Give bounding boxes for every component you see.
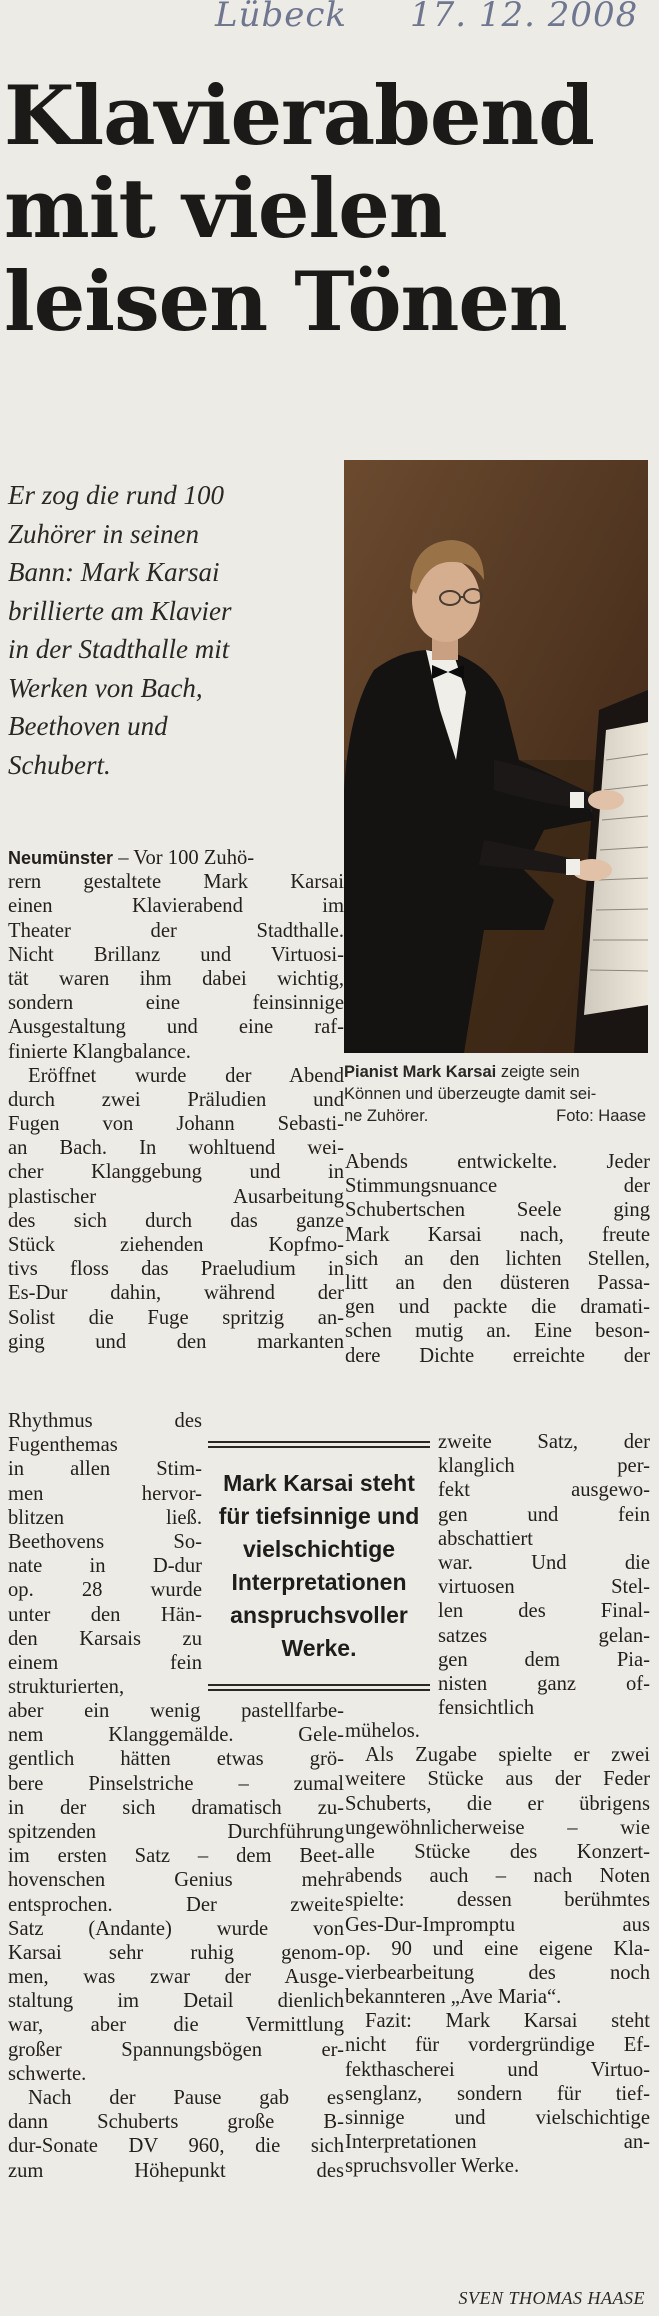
body-text-line: gen dem Pia- bbox=[438, 1648, 650, 1671]
body-text-line: gen und fein bbox=[438, 1503, 650, 1526]
body-text-line: Theater der Stadthalle. bbox=[8, 919, 344, 942]
body-text-line: war, aber die Vermittlung bbox=[8, 2014, 344, 2037]
body-text-line: spitzenden Durchführung bbox=[8, 1820, 344, 1843]
body-text-line: abends auch – nach Noten bbox=[345, 1865, 650, 1888]
pull-quote-rule bbox=[208, 1441, 430, 1443]
body-text-line: staltung im Detail dienlich bbox=[8, 1990, 344, 2013]
body-text-line: rern gestaltete Mark Karsai bbox=[8, 871, 344, 894]
pull-quote-line: vielschichtige bbox=[242, 1536, 396, 1562]
body-text-line: Abends entwickelte. Jeder bbox=[345, 1151, 650, 1173]
body-text-line: in der sich dramatisch zu- bbox=[8, 1796, 344, 1819]
body-text-line: fekt ausgewo- bbox=[438, 1479, 650, 1502]
body-text-line: Es-Dur dahin, während der bbox=[8, 1282, 344, 1305]
lead-line: Er zog die rund 100 bbox=[8, 480, 224, 510]
body-text-line: Fugen von Johann Sebasti- bbox=[8, 1113, 344, 1136]
lead-line: Zuhörer in seinen bbox=[8, 518, 199, 549]
pull-quote-text bbox=[208, 1467, 430, 1665]
dateline: Neumünster bbox=[8, 848, 114, 868]
body-text-line: zweite Satz, der bbox=[438, 1431, 650, 1453]
body-text-line: mühelos. bbox=[345, 1720, 420, 1742]
body-text-line bbox=[8, 846, 344, 870]
pull-quote-line: Werke. bbox=[281, 1635, 357, 1661]
lead-line: Bann: Mark Karsai bbox=[8, 557, 220, 587]
body-text-line: einem fein bbox=[8, 1651, 202, 1674]
body-text-line: abschattiert bbox=[438, 1527, 533, 1550]
body-text-line: len des Final- bbox=[438, 1600, 650, 1623]
body-text-line: unter den Hän- bbox=[8, 1603, 202, 1626]
body-text-line: im ersten Satz – dem Beet- bbox=[8, 1845, 344, 1868]
body-text-line: an Bach. In wohltuend wei- bbox=[8, 1137, 344, 1160]
body-text-line: nicht für vordergründige Ef- bbox=[345, 2034, 650, 2057]
pull-quote-line: anspruchsvoller bbox=[230, 1602, 408, 1628]
body-text-line: Nach der Pause gab es bbox=[28, 2087, 344, 2109]
body-column-left bbox=[8, 846, 344, 1354]
body-text-line: schen mutig an. Eine beson- bbox=[345, 1320, 650, 1343]
body-text: – Vor 100 Zuhö- bbox=[118, 847, 255, 869]
body-text-line: Eröffnet wurde der Abend bbox=[28, 1064, 344, 1087]
pull-quote-line: Interpretationen bbox=[231, 1569, 407, 1595]
body-text-line: spielte: dessen berühmtes bbox=[345, 1889, 650, 1912]
body-text-line: Ges-Dur-Impromptu aus bbox=[345, 1913, 650, 1936]
author-byline: SVEN THOMAS HAASE bbox=[458, 2288, 645, 2308]
lead-paragraph bbox=[8, 476, 338, 784]
body-text-line: virtuosen Stel- bbox=[438, 1576, 650, 1599]
body-text-line: durch zwei Präludien und bbox=[8, 1088, 344, 1111]
lead-line: Beethoven und bbox=[8, 711, 168, 741]
body-text-line: vierbearbeitung des noch bbox=[345, 1961, 650, 1984]
body-text-line: war. Und die bbox=[438, 1551, 650, 1574]
body-text-line: Mark Karsai nach, freute bbox=[345, 1223, 650, 1246]
body-text-line: Fazit: Mark Karsai steht bbox=[365, 2010, 650, 2033]
body-text-line: Karsai sehr ruhig genom- bbox=[8, 1941, 344, 1964]
body-text-line: Stimmungsnuance der bbox=[345, 1175, 650, 1198]
body-column-left-lower bbox=[8, 1699, 344, 2183]
body-column-left-narrow bbox=[8, 1409, 202, 1699]
lead-line: in der Stadthalle mit bbox=[8, 634, 230, 664]
pull-quote-line: für tiefsinnige und bbox=[218, 1503, 420, 1529]
body-text-line: in allen Stim- bbox=[8, 1458, 202, 1481]
body-text-line: senglanz, sondern für tief- bbox=[345, 2082, 650, 2105]
body-text-line: zum Höhepunkt des bbox=[8, 2159, 344, 2182]
body-text-line: bere Pinselstriche – zumal bbox=[8, 1772, 344, 1795]
body-text-line: klanglich per- bbox=[438, 1455, 650, 1478]
body-text-line: den Karsais zu bbox=[8, 1627, 202, 1650]
caption-name: Pianist Mark Karsai bbox=[344, 1063, 497, 1081]
body-text-line: fekthascherei und Virtuo- bbox=[345, 2058, 650, 2081]
body-text-line: Stück ziehenden Kopfmo- bbox=[8, 1234, 344, 1256]
pianist-photo bbox=[344, 460, 648, 1053]
body-text-line: des sich durch das ganze bbox=[8, 1209, 344, 1232]
body-text-line: nem Klanggemälde. Gele- bbox=[8, 1724, 344, 1747]
body-text-line: ungewöhnlicherweise – wie bbox=[345, 1816, 650, 1839]
body-text-line: bekannteren „Ave Maria“. bbox=[345, 1986, 562, 2009]
body-column-right bbox=[345, 1150, 650, 1368]
body-text-line: Schuberts, die er übrigens bbox=[345, 1792, 650, 1815]
body-text-line: Schubertschen Seele ging bbox=[345, 1199, 650, 1222]
pull-quote bbox=[208, 1439, 430, 1697]
body-text-line: alle Stücke des Konzert- bbox=[345, 1840, 650, 1863]
body-text-line: strukturierten, bbox=[8, 1676, 125, 1699]
lead-line: brillierte am Klavier bbox=[8, 595, 232, 626]
body-text-line: litt an den düsteren Passa- bbox=[345, 1271, 650, 1294]
body-text-line: cher Klanggebung und in bbox=[8, 1161, 344, 1184]
body-column-right-lower bbox=[345, 1719, 650, 2179]
lead-line: Schubert. bbox=[8, 749, 111, 780]
body-text-line: entsprochen. Der zweite bbox=[8, 1893, 344, 1916]
body-text-line: dann Schuberts große B- bbox=[8, 2111, 344, 2134]
body-text-line: hovenschen Genius mehr bbox=[8, 1869, 344, 1892]
body-text-line: spruchsvoller Werke. bbox=[345, 2155, 520, 2178]
body-text-line: op. 90 und eine eigene Kla- bbox=[345, 1937, 650, 1960]
handwritten-source: Lübeck bbox=[215, 0, 348, 35]
body-text-line: Solist die Fuge spritzig an- bbox=[8, 1306, 344, 1329]
headline-line: leisen Tönen bbox=[4, 255, 567, 350]
handwritten-note bbox=[215, 0, 645, 35]
body-text-line: Rhythmus des bbox=[8, 1410, 202, 1432]
caption-text: ne Zuhörer. bbox=[344, 1107, 429, 1125]
body-column-right-narrow bbox=[438, 1430, 650, 1720]
pull-quote-rule bbox=[208, 1684, 430, 1686]
body-text-line: schwerte. bbox=[8, 2062, 87, 2085]
body-text-line: nisten ganz of- bbox=[438, 1672, 650, 1695]
body-text-line: op. 28 wurde bbox=[8, 1579, 202, 1602]
body-text-line: tivs floss das Praeludium in bbox=[8, 1258, 344, 1281]
body-text-line: men hervor- bbox=[8, 1482, 202, 1505]
body-text-line: Nicht Brillanz und Virtuosi- bbox=[8, 943, 344, 966]
body-text-line: nate in D-dur bbox=[8, 1555, 202, 1578]
body-text-line: Fugenthemas bbox=[8, 1434, 118, 1457]
photo-credit: Foto: Haase bbox=[556, 1107, 646, 1125]
body-text-line: Beethovens So- bbox=[8, 1530, 202, 1553]
caption-text: zeigte sein bbox=[496, 1063, 580, 1081]
body-text-line: Satz (Andante) wurde von bbox=[8, 1917, 344, 1940]
body-text-line: weitere Stücke aus der Feder bbox=[345, 1768, 650, 1791]
body-text-line: Als Zugabe spielte er zwei bbox=[365, 1744, 650, 1767]
body-text-line: Interpretationen an- bbox=[345, 2131, 650, 2154]
headline-line: mit vielen bbox=[4, 162, 447, 257]
body-text-line: men, was zwar der Ausge- bbox=[8, 1966, 344, 1989]
body-text-line: fensichtlich bbox=[438, 1697, 535, 1720]
body-text-line: einen Klavierabend im bbox=[8, 895, 344, 918]
caption-text: Können und überzeugte damit sei- bbox=[344, 1085, 597, 1103]
pull-quote-rule bbox=[208, 1446, 430, 1448]
body-text-line: ging und den markanten bbox=[8, 1330, 344, 1353]
headline-line: Klavierabend bbox=[4, 69, 594, 164]
headline bbox=[4, 70, 654, 349]
body-text-line: dur-Sonate DV 960, die sich bbox=[8, 2135, 344, 2158]
body-text-line: sich an den lichten Stellen, bbox=[345, 1247, 650, 1270]
body-text-line: satzes gelan- bbox=[438, 1624, 650, 1647]
body-text-line: sondern eine feinsinnige bbox=[8, 992, 344, 1015]
body-text-line: großer Spannungsbögen er- bbox=[8, 2038, 344, 2061]
body-text-line: aber ein wenig pastellfarbe- bbox=[8, 1700, 344, 1722]
pull-quote-line: Mark Karsai steht bbox=[223, 1470, 415, 1496]
pull-quote-rule bbox=[208, 1689, 430, 1691]
body-text-line: dere Dichte erreichte der bbox=[345, 1344, 650, 1367]
body-text-line: finierte Klangbalance. bbox=[8, 1040, 191, 1063]
body-text-line: sinnige und vielschichtige bbox=[345, 2107, 650, 2129]
body-text-line: blitzen ließ. bbox=[8, 1506, 202, 1529]
body-text-line: Ausgestaltung und eine raf- bbox=[8, 1016, 344, 1039]
photo-caption bbox=[344, 1061, 654, 1127]
body-text-line: tät waren ihm dabei wichtig, bbox=[8, 967, 344, 990]
body-text-line: gen und packte die dramati- bbox=[345, 1296, 650, 1319]
body-text-line: plastischer Ausarbeitung bbox=[8, 1185, 344, 1208]
lead-line: Werken von Bach, bbox=[8, 672, 203, 703]
body-text-line: gentlich hätten etwas grö- bbox=[8, 1748, 344, 1771]
handwritten-date: 17. 12. 2008 bbox=[410, 0, 639, 35]
